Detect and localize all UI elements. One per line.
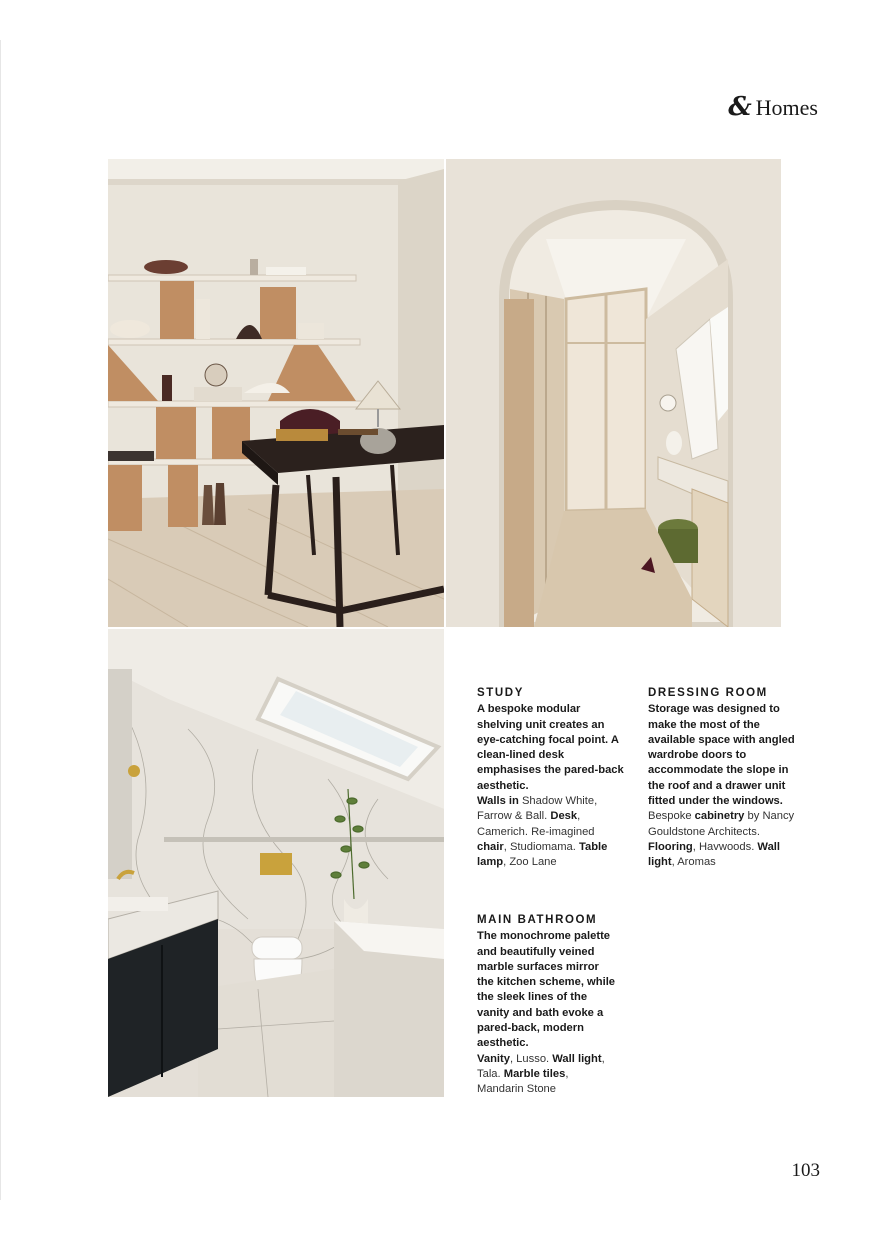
section-name: Homes <box>755 95 818 120</box>
credit-label: Marble tiles <box>503 1067 566 1080</box>
caption-title: STUDY <box>477 687 524 699</box>
ampersand-logo: & <box>728 92 752 122</box>
caption-intro: Storage was designed to make the most of the available space with angled wardrobe doors to accommodate the slope in the roof and a drawer unit fitted under the windows. <box>648 703 795 808</box>
caption-intro: A bespoke modular shelving unit creates an eye-catching focal point. A clean-lined desk emphasises the pared-back aesthetic. <box>477 703 624 792</box>
credit-label: cabinetry <box>694 810 745 823</box>
credit-value: , Aromas <box>671 856 716 869</box>
credit-value: , Zoo Lane <box>503 856 557 869</box>
caption-credits <box>477 1052 617 1098</box>
credit-label: Flooring <box>648 840 693 853</box>
study-photo <box>108 159 444 627</box>
credit-label: Walls in <box>477 795 519 808</box>
credit-value: , Tala. <box>477 1052 605 1080</box>
credit-label: Wall light <box>648 840 781 869</box>
credit-value: , Lusso. <box>509 1052 553 1065</box>
credit-label: Vanity <box>477 1052 510 1065</box>
caption-study <box>477 686 627 871</box>
caption-intro: The monochrome palette and beautifully veined marble surfaces mirror the kitchen scheme, while the sleek lines of the vanity and bath evoke a pared-back, modern aesthetic. <box>477 930 616 1050</box>
credit-value: , Mandarin Stone <box>477 1067 569 1096</box>
credit-value: Bespoke <box>648 810 695 823</box>
credit-label: Wall light <box>552 1052 602 1065</box>
bathroom-photo <box>108 629 444 1097</box>
caption-main-bathroom <box>477 913 617 1098</box>
credit-label: chair <box>477 840 504 853</box>
credit-value: , Studiomama. <box>503 840 579 853</box>
caption-credits <box>477 794 627 870</box>
credit-label: Table lamp <box>477 840 608 869</box>
dressing-room-photo <box>446 159 781 627</box>
caption-dressing-room <box>648 686 796 871</box>
caption-title: DRESSING ROOM <box>648 687 768 699</box>
credit-value: , Camerich. Re-imagined <box>477 810 595 838</box>
credit-label: Desk <box>550 810 578 823</box>
credit-value: , Havwoods. <box>692 840 758 853</box>
page-number: 103 <box>791 1160 820 1181</box>
credit-value: Shadow White, Farrow & Ball. <box>477 795 598 823</box>
caption-title: MAIN BATHROOM <box>477 914 598 926</box>
credit-value: by Nancy Gouldstone Architects. <box>648 810 795 838</box>
section-header <box>728 92 818 122</box>
page-edge-shadow <box>0 40 1 1200</box>
caption-credits <box>648 809 796 870</box>
